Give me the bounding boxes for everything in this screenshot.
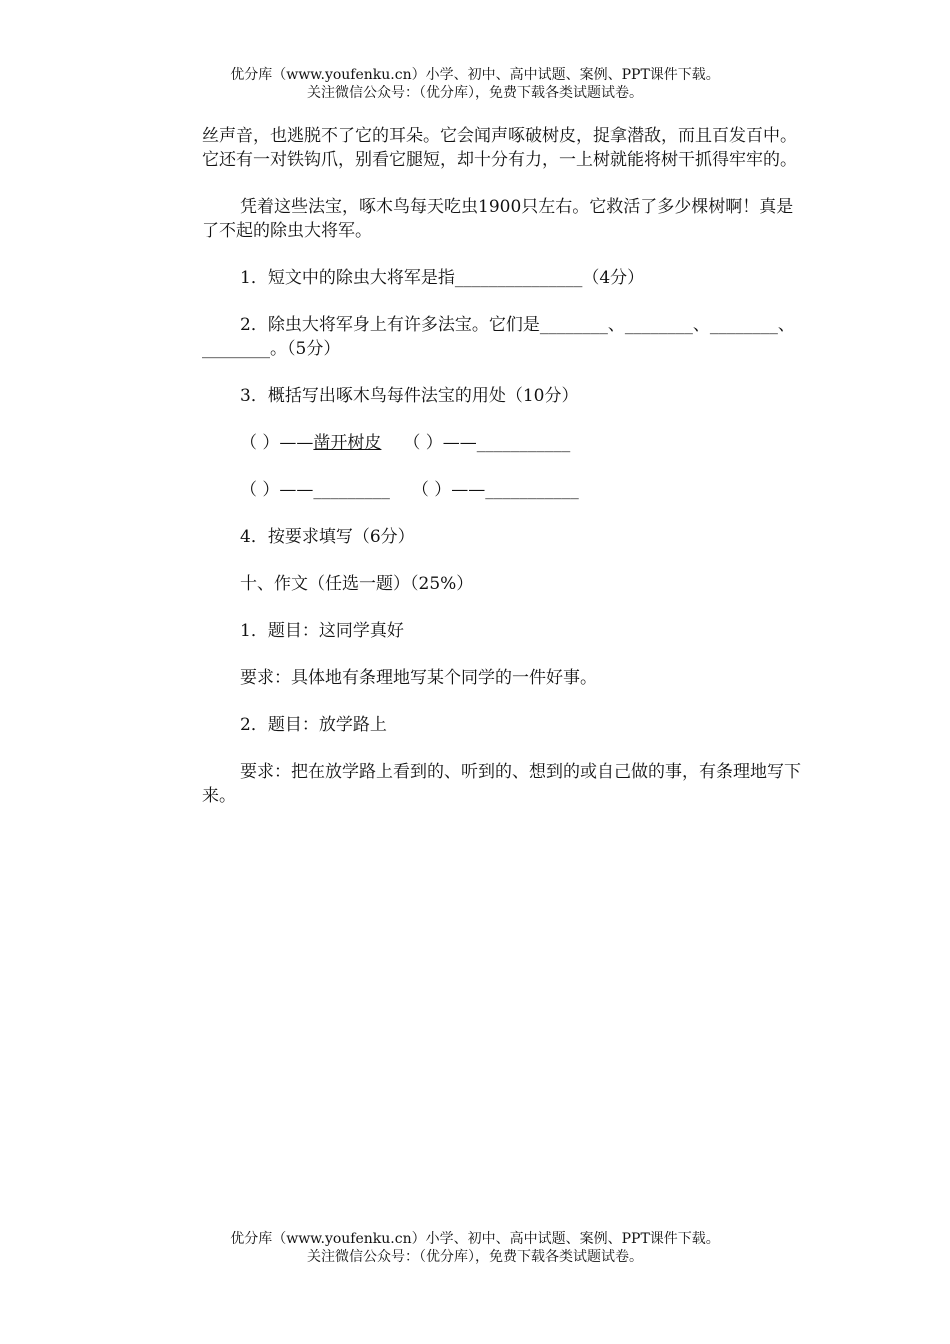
question-4: 4．按要求填写（6分） [240,527,415,547]
document-body [202,124,802,808]
essay-topic-1: 1．题目：这同学真好 [240,621,404,641]
answer-row-1-right: （ ）——___________ [403,433,571,453]
question-2: 2．除虫大将军身上有许多法宝。它们是________、________、________、________。（5分） [202,315,795,359]
header-line-2: 关注微信公众号：（优分库），免费下载各类试题试卷。 [307,85,643,101]
footer-line-1: 优分库（www.youfenku.cn）小学、初中、高中试题、案例、PPT课件下载。 [230,1231,720,1247]
essay-requirement-2: 要求：把在放学路上看到的、听到的、想到的或自己做的事，有条理地写下来。 [202,762,801,806]
page-header [0,66,950,102]
page-footer [0,1230,950,1266]
essay-requirement-1: 要求：具体地有条理地写某个同学的一件好事。 [240,668,597,688]
question-1: 1．短文中的除虫大将军是指_______________（4分） [240,268,645,288]
question-3: 3．概括写出啄木鸟每件法宝的用处（10分） [240,386,579,406]
answer-row-1-left: （ ）—— [240,433,314,453]
paragraph-summary: 凭着这些法宝，啄木鸟每天吃虫1900只左右。它救活了多少棵树啊！真是了不起的除虫大将军。 [202,197,794,241]
footer-line-2: 关注微信公众号：（优分库），免费下载各类试题试卷。 [307,1249,643,1265]
header-line-1: 优分库（www.youfenku.cn）小学、初中、高中试题、案例、PPT课件下载。 [230,67,720,83]
answer-row-2 [202,478,802,502]
answer-row-1-filled: 凿开树皮 [313,433,382,453]
answer-row-2-left: （ ）——_________ [240,480,390,500]
essay-topic-2: 2．题目：放学路上 [240,715,387,735]
answer-row-2-right: （ ）——___________ [411,480,579,500]
section-10-heading: 十、作文（任选一题）（25%） [240,574,474,594]
answer-row-1 [202,431,802,455]
paragraph-continued: 丝声音，也逃脱不了它的耳朵。它会闻声啄破树皮，捉拿潜敌，而且百发百中。它还有一对铁钩爪，别看它腿短，却十分有力，一上树就能将树干抓得牢牢的。 [202,126,797,170]
